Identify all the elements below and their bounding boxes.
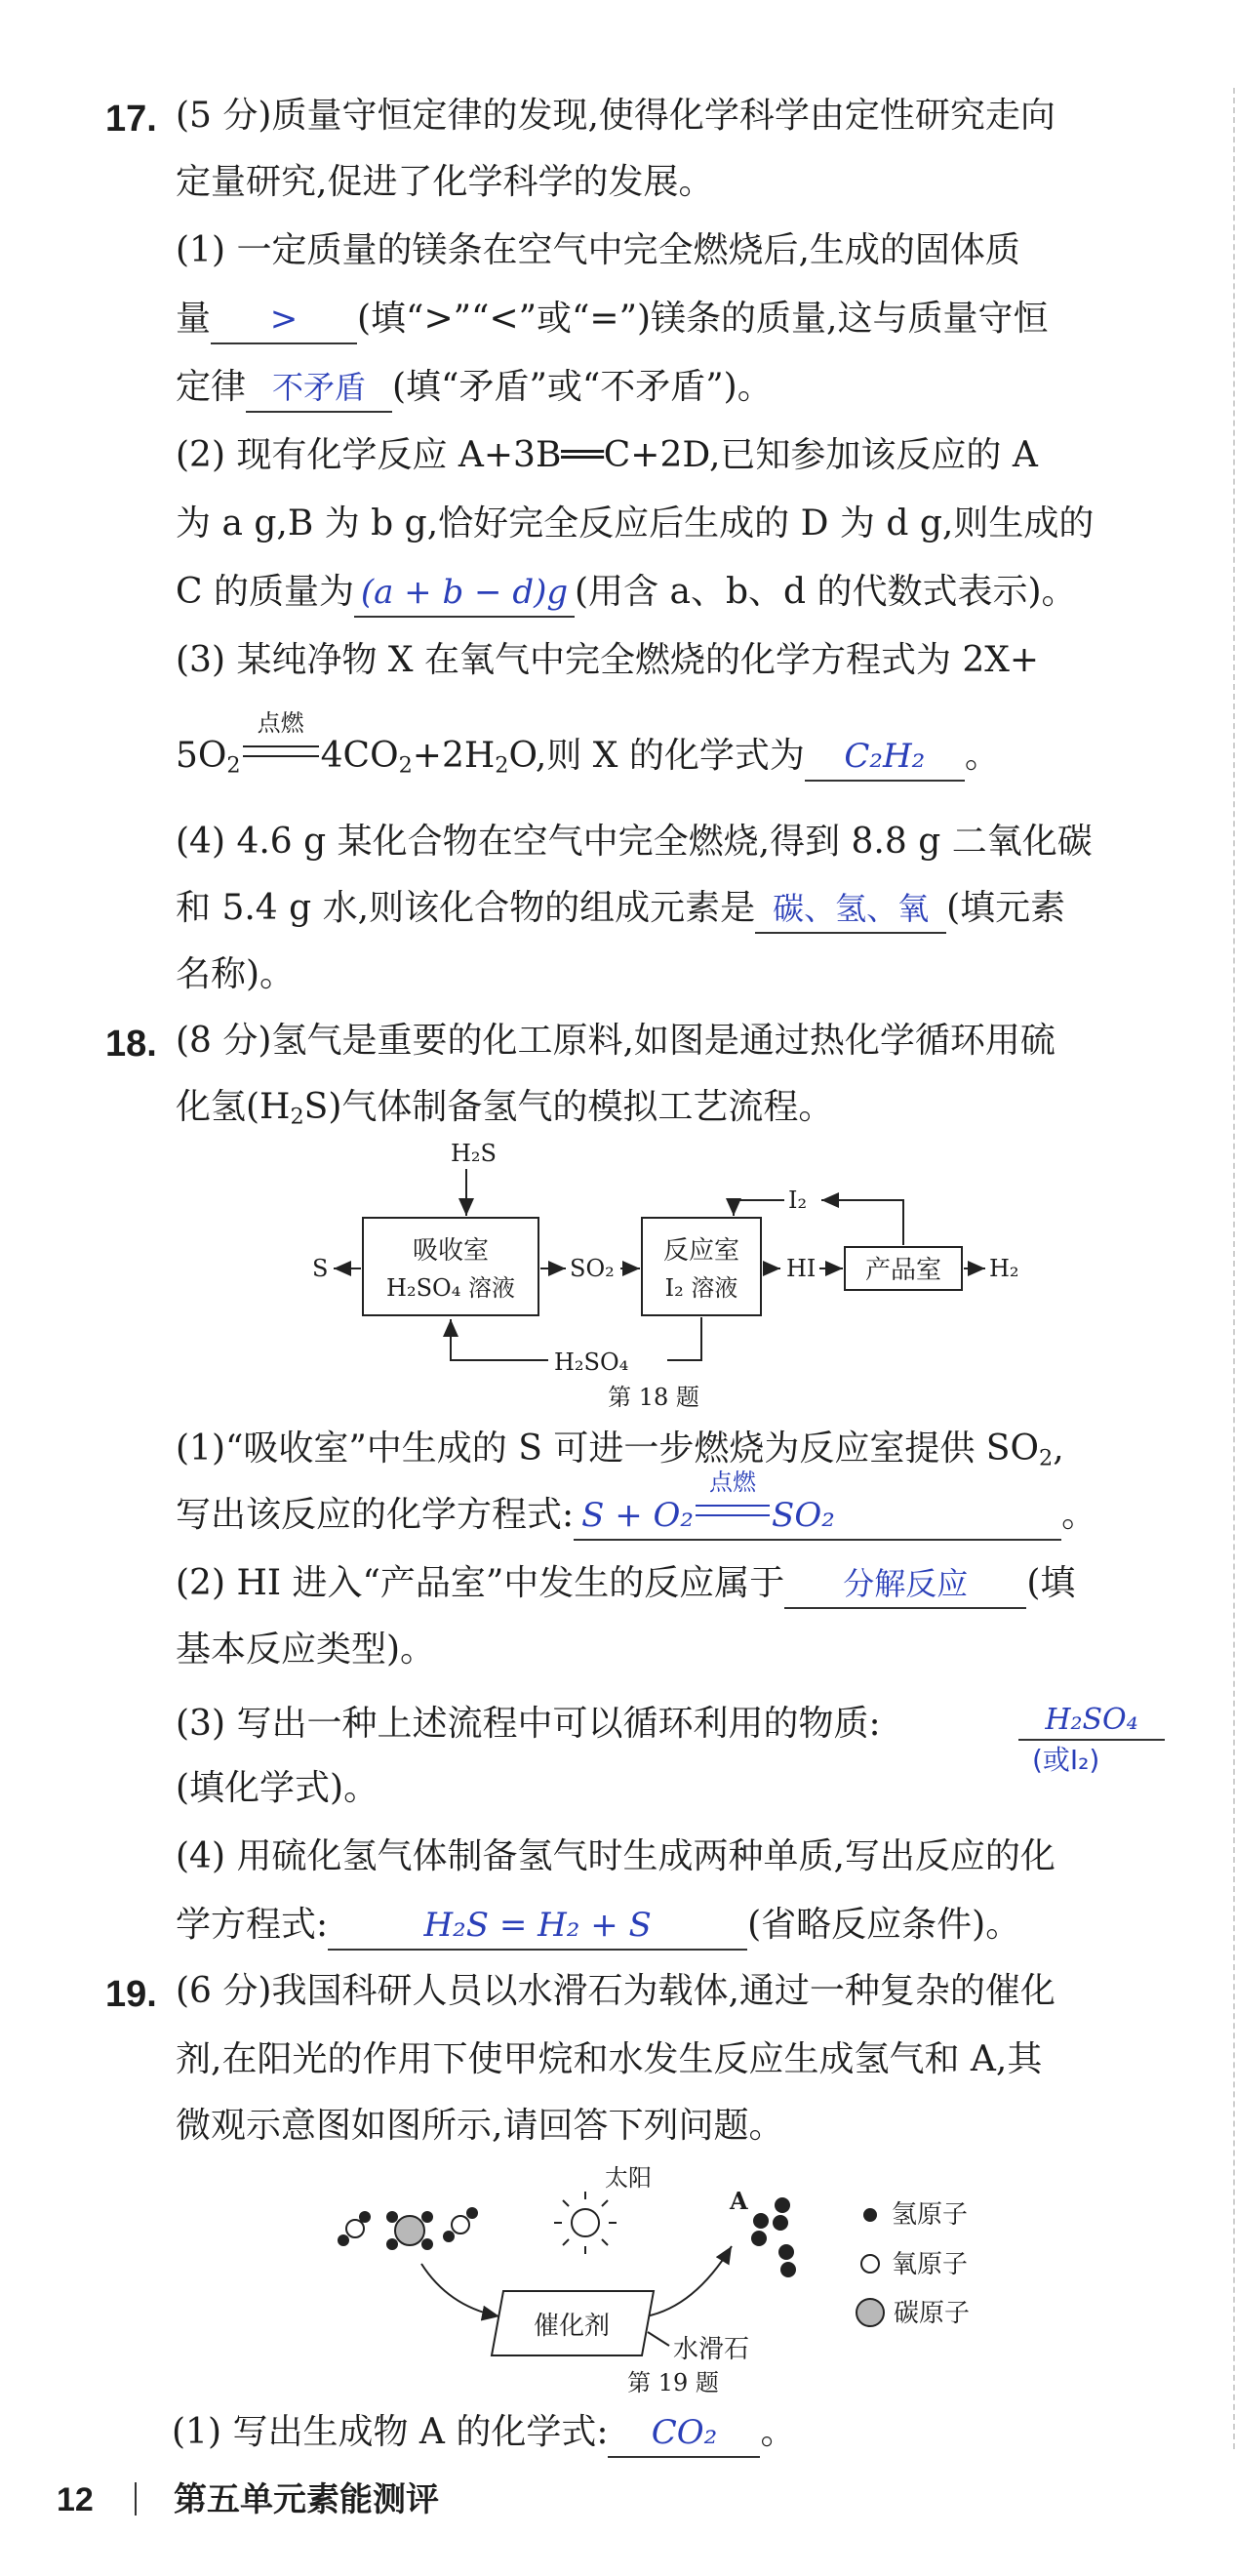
legend-o-dot [861, 2255, 879, 2273]
support-leader-line [648, 2332, 669, 2346]
product-a-atom [753, 2213, 769, 2229]
unit-title: 第五单元素能测评 [174, 2480, 439, 2519]
q19-stem-line1: (6 分)我国科研人员以水滑石为载体,通过一种复杂的催化 [176, 1971, 1056, 2011]
q17-part1-line3 [176, 365, 773, 413]
q17-part3-end: 。 [964, 736, 1000, 776]
legend-h-label: 氢原子 [892, 2200, 969, 2230]
q18-part2-text-a: (2) HI 进入“产品室”中发生的反应属于 [176, 1563, 785, 1603]
diagram-hi-label: HI [786, 1255, 817, 1282]
q17-part4-answer: 碳、氢、氧 [773, 890, 930, 927]
legend-h-dot [863, 2208, 877, 2222]
q17-part3-condition-text: 点燃 [257, 709, 304, 737]
q18-part2-line2: 基本反应类型)。 [176, 1630, 436, 1670]
q19-part1-line1 [172, 2410, 795, 2458]
q18-part3-answer: H₂SO₄ [1045, 1703, 1138, 1737]
diagram-absorb-solution: H₂SO₄ 溶液 [386, 1274, 515, 1302]
q18-part1-answer-right: SO₂ [772, 1496, 835, 1535]
q17-part2-line3 [176, 570, 1077, 618]
q17-part4-blank [755, 886, 946, 934]
diagram-i2-arrow-2 [734, 1200, 784, 1216]
q18-part1-answer-left: S + O₂ [581, 1496, 695, 1535]
q17-part4-text-a: 和 5.4 g 水,则该化合物的组成元素是 [176, 888, 756, 928]
q17-part3-co2: 4CO [320, 736, 399, 776]
q17-part3-condition-equals [241, 709, 321, 773]
q18-part1-answer-condition-text: 点燃 [709, 1469, 757, 1496]
q17-part3-line2 [176, 709, 1000, 782]
q18-part1-line1 [176, 1427, 1064, 1473]
page-number: 12 [57, 2481, 94, 2518]
q17-part3-h2o: +2H [412, 736, 496, 776]
q17-part1-text-d: (填“矛盾”或“不矛盾”)。 [392, 367, 773, 407]
water-o-atom [452, 2216, 469, 2234]
q17-part4-text-b: (填元素 [946, 888, 1066, 928]
q18-part2-line1 [176, 1561, 1075, 1609]
q18-stem-line1: (8 分)氢气是重要的化工原料,如图是通过热化学循环用硫 [176, 1021, 1056, 1061]
legend-c-dot [857, 2299, 884, 2326]
q17-part3-co2-sub: 2 [398, 752, 413, 779]
q18-part4-text-a: 学方程式: [176, 1905, 329, 1945]
sun-icon [554, 2192, 617, 2254]
question-18-number: 18. [105, 1024, 157, 1065]
q18-part2-blank [784, 1561, 1026, 1609]
methane-h-atom [386, 2238, 398, 2250]
q17-part2-line2: 为 a g,B 为 b g,恰好完全反应后生成的 D 为 d g,则生成的 [176, 503, 1095, 543]
product-a-label: A [730, 2187, 748, 2215]
q18-part1-text: (1)“吸收室”中生成的 S 可进一步燃烧为反应室提供 SO [176, 1429, 1039, 1469]
q18-part4-answer: H₂S = H₂ + S [423, 1906, 652, 1945]
q18-stem-sub: 2 [290, 1104, 304, 1130]
q18-stem-text-a: 化氢(H [176, 1087, 291, 1127]
water-h-atom [443, 2231, 455, 2242]
diagram-absorb-title: 吸收室 [412, 1236, 490, 1266]
q17-part1-text-b: (填“>”“<”或“=”)镁条的质量,这与质量守恒 [357, 299, 1049, 339]
q19-part1-blank [608, 2410, 760, 2458]
q19-part1-answer: CO₂ [651, 2413, 718, 2452]
q17-part1-answer1: > [269, 300, 299, 339]
q18-part1-line2 [176, 1469, 1097, 1541]
q17-part1-text-c: 定律 [176, 367, 247, 407]
diagram-product-title: 产品室 [864, 1256, 942, 1285]
water-h-atom [359, 2211, 371, 2223]
question-17-number: 17. [105, 99, 157, 140]
q19-micro-diagram [332, 2160, 1034, 2395]
q17-part1-answer2: 不矛盾 [272, 369, 367, 406]
q17-stem-line2: 定量研究,促进了化学科学的发展。 [176, 162, 714, 202]
q18-part1-end: 。 [1061, 1495, 1097, 1535]
q18-part2-text-b: (填 [1026, 1563, 1076, 1603]
q18-part3-alt-answer: (或I₂) [1032, 1744, 1100, 1776]
q17-part4-line1: (4) 4.6 g 某化合物在空气中完全燃烧,得到 8.8 g 二氧化碳 [176, 822, 1093, 862]
q17-part2-text-a: C 的质量为 [176, 572, 354, 612]
q19-stem-line3: 微观示意图如图所示,请回答下列问题。 [176, 2106, 784, 2146]
water-o-atom [346, 2220, 364, 2237]
q18-figure-caption: 第 18 题 [608, 1384, 699, 1411]
q17-part3-line1: (3) 某纯净物 X 在氧气中完全燃烧的化学方程式为 2X+ [176, 640, 1040, 680]
diagram-i2-label: I₂ [788, 1187, 808, 1214]
q19-part1-end: 。 [760, 2412, 796, 2452]
q18-part1-text-b: 写出该反应的化学方程式: [176, 1495, 575, 1535]
q18-stem-line2 [176, 1085, 833, 1132]
q19-figure-caption: 第 19 题 [627, 2369, 719, 2395]
q18-part4-text-b: (省略反应条件)。 [747, 1905, 1021, 1945]
diagram-s-label: S [312, 1255, 329, 1282]
q18-part3-line2: (填化学式)。 [176, 1768, 379, 1808]
q18-part1-blank [574, 1469, 1061, 1541]
q18-part3-blank [1018, 1696, 1165, 1741]
q17-stem-line1: (5 分)质量守恒定律的发现,使得化学科学由定性研究走向 [176, 96, 1056, 136]
product-a-atom [751, 2231, 767, 2246]
q17-part1-line2 [176, 297, 1048, 344]
q18-part1-comma: , [1053, 1429, 1064, 1469]
q17-part4-line3: 名称)。 [176, 954, 296, 994]
q17-part3-double-line [243, 745, 319, 757]
q18-part2-answer: 分解反应 [843, 1565, 969, 1602]
q18-part1-answer-double-line [696, 1505, 770, 1516]
reactant-molecules [338, 2207, 478, 2250]
q19-stem-line2: 剂,在阳光的作用下使甲烷和水发生反应生成氢气和 A,其 [176, 2039, 1043, 2079]
diagram-reaction-title: 反应室 [662, 1236, 740, 1266]
q18-part3-line1: (3) 写出一种上述流程中可以循环利用的物质: [176, 1704, 881, 1744]
q17-part1-line1: (1) 一定质量的镁条在空气中完全燃烧后,生成的固体质 [176, 230, 1020, 270]
catalyst-label: 催化剂 [533, 2312, 611, 2341]
q18-part4-line2 [176, 1903, 1020, 1951]
q18-part4-blank [328, 1903, 747, 1951]
methane-h-atom [421, 2211, 433, 2223]
methane-h-atom [421, 2238, 433, 2250]
reaction-arrow-out [646, 2246, 732, 2316]
reaction-arrow-in [421, 2264, 499, 2316]
q17-part3-answer: C₂H₂ [844, 737, 926, 776]
q18-flow-diagram [312, 1132, 1024, 1415]
q17-part3-reactant [176, 736, 241, 779]
water-h-atom [338, 2234, 349, 2246]
q18-part4-line1: (4) 用硫化氢气体制备氢气时生成两种单质,写出反应的化 [176, 1836, 1056, 1876]
diagram-h2so4-arrow [451, 1319, 548, 1360]
q18-part1-sub: 2 [1038, 1445, 1054, 1471]
q17-part2-blank [354, 570, 575, 618]
q17-part1-blank1 [211, 297, 357, 344]
diagram-i2-arrow-1 [821, 1200, 903, 1245]
q17-part1-blank2 [246, 365, 392, 413]
product-a-molecules [751, 2197, 796, 2277]
product-a-atom [775, 2197, 790, 2213]
q18-part1-answer-condition [694, 1469, 772, 1532]
q19-part1-text: (1) 写出生成物 A 的化学式: [172, 2412, 609, 2452]
product-a-atom [773, 2215, 788, 2231]
sun-label: 太阳 [605, 2164, 652, 2192]
product-a-atom [778, 2244, 794, 2260]
q17-part2-line1: (2) 现有化学反应 A+3B══C+2D,已知参加该反应的 A [176, 435, 1038, 475]
q17-part3-o2-sub: 2 [226, 752, 241, 779]
diagram-so2-label: SO₂ [570, 1255, 615, 1282]
diagram-reaction-solution: I₂ 溶液 [664, 1274, 738, 1302]
legend-o-label: 氧原子 [892, 2250, 969, 2279]
q17-part3-blank [805, 734, 965, 782]
question-19-number: 19. [105, 1974, 157, 2015]
support-label: 水滑石 [673, 2335, 750, 2364]
q17-part3-text-b: O,则 X 的化学式为 [508, 736, 805, 776]
water-h-atom [466, 2207, 478, 2219]
methane-c-atom [395, 2216, 424, 2245]
q17-part3-h2o-sub: 2 [495, 752, 509, 779]
diagram-h2so4-label: H₂SO₄ [554, 1348, 629, 1376]
q17-part2-text-b: (用含 a、b、d 的代数式表示)。 [575, 572, 1077, 612]
q17-part1-text-a: 量 [176, 299, 212, 339]
q18-stem-text-b: S)气体制备氢气的模拟工艺流程。 [303, 1087, 834, 1127]
q17-part2-answer: (a + b − d)g [360, 573, 569, 612]
q17-part4-line2 [176, 886, 1065, 934]
diagram-h2s-label: H₂S [451, 1140, 497, 1167]
q17-part3-o2: 5O [176, 736, 227, 776]
product-a-atom [780, 2262, 796, 2277]
methane-h-atom [386, 2211, 398, 2223]
legend-c-label: 碳原子 [894, 2299, 971, 2328]
diagram-h2-label: H₂ [989, 1255, 1019, 1282]
diagram-h2so4-line-1 [667, 1317, 701, 1360]
footer-separator [135, 2482, 137, 2516]
